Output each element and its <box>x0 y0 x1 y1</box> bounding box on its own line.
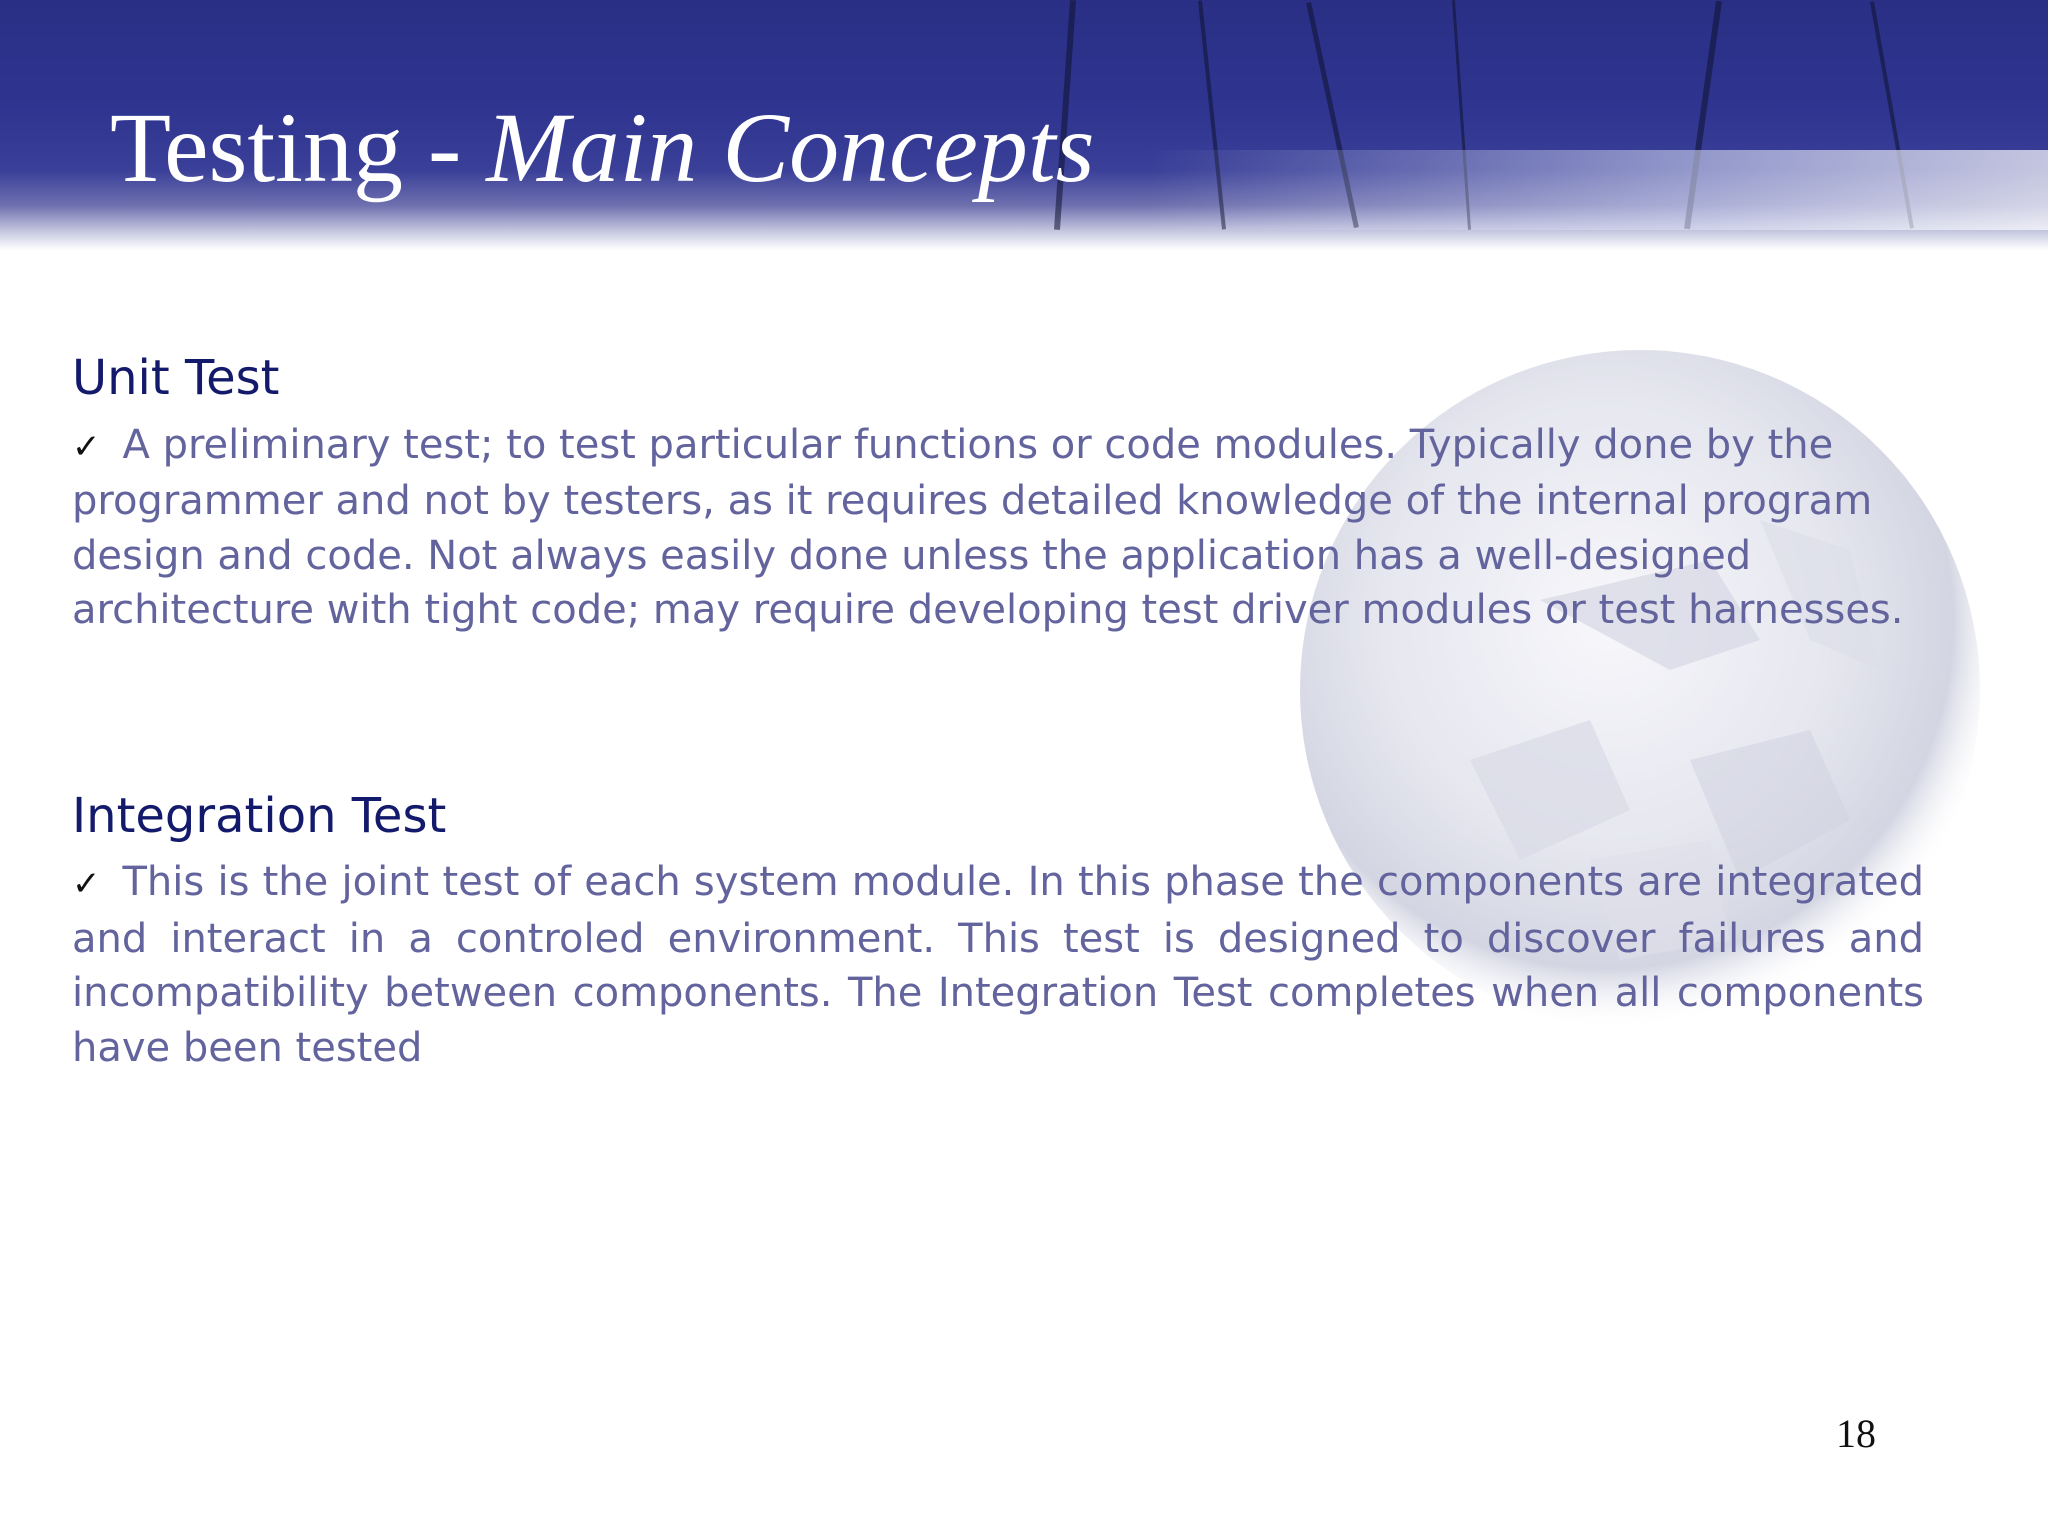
slide-title <box>110 92 1095 203</box>
section-body-text: A preliminary test; to test particular functions or code modules. Typically done by the programmer and not by testers, as it requires detailed knowledge of the internal program design and code. Not always easily done unless the application has a well-designed architecture with tight code; may require developing test driver modules or test harnesses. <box>72 421 1904 634</box>
section-heading: Unit Test <box>72 350 280 406</box>
slide-title-main: Testing - <box>110 92 487 203</box>
page-number: 18 <box>1836 1411 1876 1456</box>
checkmark-icon: ✓ <box>72 426 101 467</box>
slide-title-italic: Main Concepts <box>486 92 1095 203</box>
section-body-text: This is the joint test of each system module. In this phase the components are integrated and interact in a controled environment. This test is designed to discover failures and incompatibility between components. The Integration Test completes when all components have been tested <box>72 859 1924 1071</box>
content <box>72 350 1924 1075</box>
section-heading: Integration Test <box>72 787 447 844</box>
header-glow <box>1148 150 2048 230</box>
checkmark-icon: ✓ <box>72 864 101 905</box>
section-body <box>72 855 1924 1075</box>
section-body <box>72 418 1924 638</box>
unit-test-section <box>72 350 1924 638</box>
integration-test-section <box>72 788 1924 1076</box>
